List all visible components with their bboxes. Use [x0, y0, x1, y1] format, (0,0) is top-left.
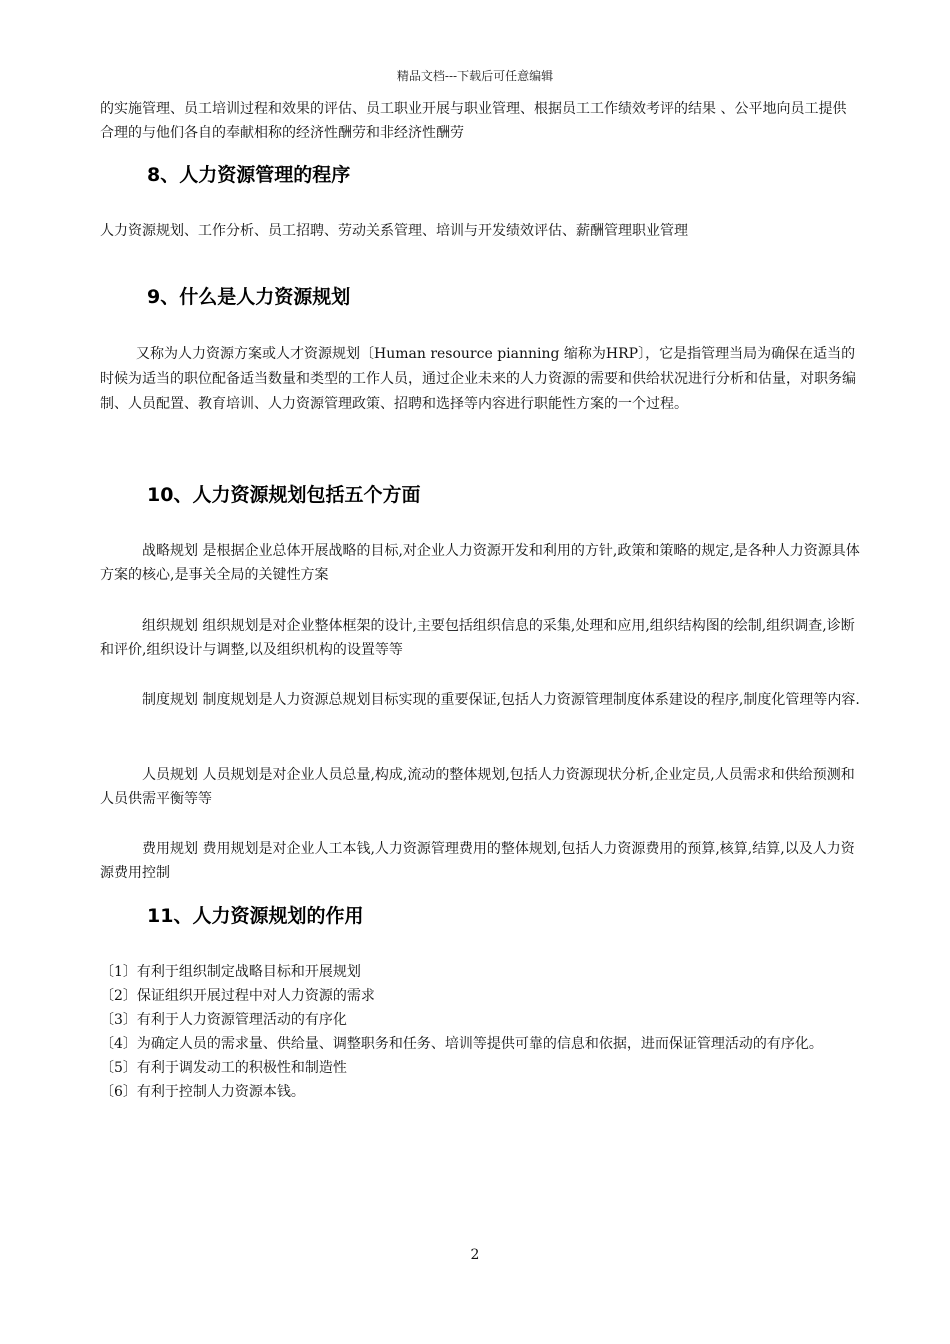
page-header: 精品文档---下载后可任意编辑	[396, 69, 554, 83]
list-item: 〔1〕有利于组织制定战略目标和开展规划	[100, 964, 361, 980]
section-10-paragraph-3: 制度规划 制度规划是人力资源总规划目标实现的重要保证,包括人力资源管理制度体系建设的程序,制度化管理等内容.	[142, 692, 860, 708]
list-item: 〔5〕有利于调发动工的积极性和制造性	[100, 1060, 347, 1076]
heading-8: 8、人力资源管理的程序	[147, 164, 351, 186]
section-11-list	[100, 960, 860, 1104]
page-number: 2	[470, 1247, 480, 1263]
list-item: 〔3〕有利于人力资源管理活动的有序化	[100, 1012, 347, 1028]
intro-paragraph: 的实施管理、员工培训过程和效果的评估、员工职业开展与职业管理、根据员工工作绩效考评的结果 、公平地向员工提供合理的与他们各自的奉献相称的经济性酬劳和非经济性酬劳	[100, 101, 847, 141]
list-item: 〔6〕有利于控制人力资源本钱。	[100, 1084, 305, 1100]
section-10-paragraph-5: 费用规划 费用规划是对企业人工本钱,人力资源管理费用的整体规划,包括人力资源费用的预算,核算,结算,以及人力资源费用控制	[100, 841, 855, 881]
heading-10: 10、人力资源规划包括五个方面	[147, 484, 421, 506]
list-item: 〔2〕保证组织开展过程中对人力资源的需求	[100, 988, 375, 1004]
list-item: 〔4〕为确定人员的需求量、供给量、调整职务和任务、培训等提供可靠的信息和依据，进而保证管理活动的有序化。	[100, 1036, 823, 1052]
section-10-paragraph-4: 人员规划 人员规划是对企业人员总量,构成,流动的整体规划,包括人力资源现状分析,企业定员,人员需求和供给预测和人员供需平衡等等	[100, 767, 855, 807]
section-9-body: 又称为人力资源方案或人才资源规划〔Human resource pianning 缩称为HRP〕，它是指管理当局为确保在适当的时候为适当的职位配备适当数量和类型的工作人员，通过企业未来的人力资源的需要和供给状况进行分析和估量，对职务编制、人员配置、教育培训、人力资源管理政策、招聘和选择等内容进行职能性方案的一个过程。	[100, 346, 856, 412]
section-10-paragraph-1: 战略规划 是根据企业总体开展战略的目标,对企业人力资源开发和利用的方针,政策和策略的规定,是各种人力资源具体方案的核心,是事关全局的关键性方案	[100, 543, 860, 583]
heading-9: 9、什么是人力资源规划	[147, 286, 351, 308]
section-10-paragraph-2: 组织规划 组织规划是对企业整体框架的设计,主要包括组织信息的采集,处理和应用,组织结构图的绘制,组织调查,诊断和评价,组织设计与调整,以及组织机构的设置等等	[100, 618, 855, 658]
heading-11: 11、人力资源规划的作用	[147, 905, 364, 927]
section-8-body: 人力资源规划、工作分析、员工招聘、劳动关系管理、培训与开发绩效评估、薪酬管理职业管理	[100, 223, 688, 239]
